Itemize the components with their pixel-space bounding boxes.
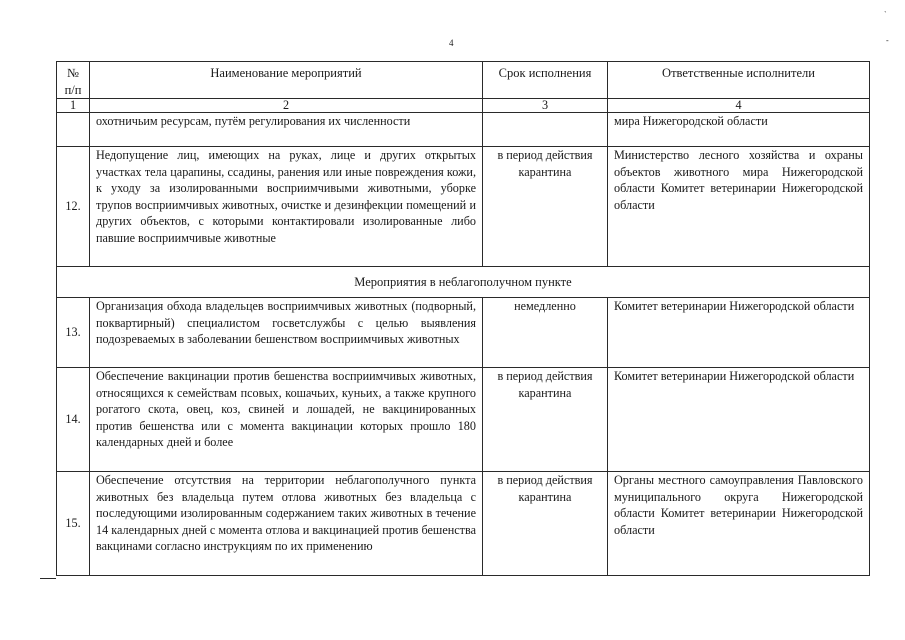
measure-term [483, 113, 608, 147]
col-header-name: Наименование мероприятий [90, 62, 483, 99]
measure-name: Недопущение лиц, имеющих на руках, лице и других открытых участках тела царапины, ссадины, ранения или иные повреждения кожи, к уходу за изолированными восприимчивыми животными, уборке трупов восприимчивых животных, очистке и дезинфекции помещений и других объектов, с которыми контактировали изолированные либо павшие восприимчивые животные [90, 147, 483, 267]
col-header-responsible: Ответственные исполнители [608, 62, 870, 99]
header-row [57, 62, 870, 99]
section-title: Мероприятия в неблагополучном пункте [57, 267, 870, 298]
index-cell: 2 [90, 99, 483, 113]
measure-responsible: Комитет ветеринарии Нижегородской области [608, 298, 870, 368]
table-row [57, 147, 870, 267]
measure-term: в период действия карантина [483, 472, 608, 576]
col-header-term: Срок исполнения [483, 62, 608, 99]
scan-mark [40, 578, 56, 579]
table-row [57, 113, 870, 147]
row-number [57, 113, 90, 147]
col-header-number: № п/п [57, 62, 90, 99]
measure-responsible: Министерство лесного хозяйства и охраны объектов животного мира Нижегородской области Комитет ветеринарии Нижегородской области [608, 147, 870, 267]
measure-responsible: Органы местного самоуправления Павловского муниципального округа Нижегородской области Комитет ветеринарии Нижегородской области [608, 472, 870, 576]
table-row [57, 472, 870, 576]
index-cell: 1 [57, 99, 90, 113]
scan-mark: ` [884, 10, 887, 19]
row-number: 12. [57, 147, 90, 267]
row-number: 15. [57, 472, 90, 576]
measure-term: немедленно [483, 298, 608, 368]
measures-table [56, 61, 870, 576]
measure-term: в период действия карантина [483, 368, 608, 472]
measure-name: Обеспечение отсутствия на территории неблагополучного пункта животных без владельца путем отлова животных без владельца с последующими изолированным содержанием таких животных в течение 14 календарных дней с момента отлова и вакцинацией против бешенства вакцинами согласно инструкциям по их применению [90, 472, 483, 576]
measure-name: Организация обхода владельцев восприимчивых животных (подворный, поквартирный) специалистом госветслужбы с целью выявления подозреваемых в заболевании бешенством восприимчивых животных [90, 298, 483, 368]
measure-term: в период действия карантина [483, 147, 608, 267]
index-row [57, 99, 870, 113]
page-number: 4 [449, 38, 454, 48]
table-row [57, 368, 870, 472]
measure-responsible: Комитет ветеринарии Нижегородской области [608, 368, 870, 472]
table-row [57, 298, 870, 368]
section-row [57, 267, 870, 298]
row-number: 13. [57, 298, 90, 368]
index-cell: 3 [483, 99, 608, 113]
index-cell: 4 [608, 99, 870, 113]
scan-mark: - [886, 36, 889, 45]
measure-name: охотничьим ресурсам, путём регулирования их численности [90, 113, 483, 147]
measure-name: Обеспечение вакцинации против бешенства восприимчивых животных, относящихся к семействам псовых, кошачьих, куньих, а также крупного рогатого скота, овец, коз, свиней и лошадей, не вакцинированных против бешенства или с момента вакцинации которых прошло 180 календарных дней и более [90, 368, 483, 472]
row-number: 14. [57, 368, 90, 472]
measure-responsible: мира Нижегородской области [608, 113, 870, 147]
